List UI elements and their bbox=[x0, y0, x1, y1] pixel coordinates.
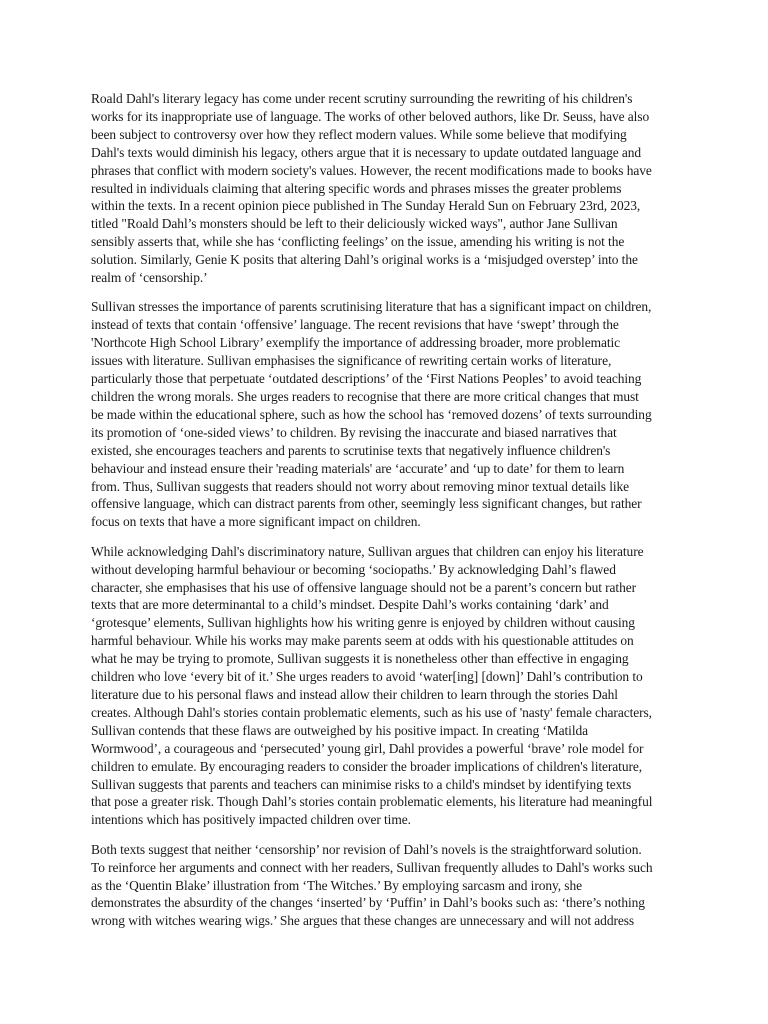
text-line: texts that are more determinantal to a child’s mindset. Despite Dahl’s works containing ‘dark’ and bbox=[91, 597, 609, 613]
text-line: works for its inappropriate use of language. The works of other beloved authors, like Dr. Seuss, have also bbox=[91, 108, 650, 124]
text-line: offensive language, which can distract parents from other, seemingly less significant changes, but rather bbox=[91, 496, 642, 512]
text-line: creates. Although Dahl's stories contain problematic elements, such as his use of 'nasty' female characters, bbox=[91, 704, 652, 720]
text-line: 'Northcote High School Library’ exemplify the importance of addressing broader, more problematic bbox=[91, 335, 621, 351]
paragraph-2 bbox=[91, 298, 679, 531]
text-line: what he may be trying to promote, Sullivan suggests it is nonetheless other than effective in engaging bbox=[91, 651, 629, 667]
text-line: demonstrates the absurdity of the changes ‘inserted’ by ‘Puffin’ in Dahl’s books such as: ‘there’s nothing bbox=[91, 895, 645, 911]
text-line: Both texts suggest that neither ‘censorship’ nor revision of Dahl’s novels is the straightforward solution. bbox=[91, 841, 642, 857]
text-line: without developing harmful behaviour or becoming ‘sociopaths.’ By acknowledging Dahl’s flawed bbox=[91, 561, 616, 577]
paragraph-4 bbox=[91, 841, 679, 931]
text-line: Sullivan contends that these flaws are outweighed by his positive impact. In creating ‘Matilda bbox=[91, 722, 589, 738]
text-line: its promotion of ‘one-sided views’ to children. By revising the inaccurate and biased narratives that bbox=[91, 424, 617, 440]
text-line: be made within the educational sphere, such as how the school has ‘removed dozens’ of texts surrounding bbox=[91, 406, 652, 422]
text-line: wrong with witches wearing wigs.’ She argues that these changes are unnecessary and will not address bbox=[91, 913, 635, 929]
text-line: children the wrong morals. She urges readers to recognise that there are more critical changes that must bbox=[91, 389, 639, 404]
text-line: phrases that conflict with modern society's values. However, the recent modifications made to books have bbox=[91, 162, 652, 178]
text-line: To reinforce her arguments and connect with her readers, Sullivan frequently alludes to Dahl's works such bbox=[91, 859, 653, 875]
text-line: Sullivan stresses the importance of parents scrutinising literature that has a significant impact on children, bbox=[91, 299, 652, 315]
paragraph-3 bbox=[91, 543, 679, 830]
text-line: Roald Dahl's literary legacy has come under recent scrutiny surrounding the rewriting of his children's bbox=[91, 91, 633, 106]
text-line: that pose a greater risk. Though Dahl’s stories contain problematic elements, his literature had meaningful bbox=[91, 794, 653, 810]
text-line: ‘grotesque’ elements, Sullivan highlights how his writing genre is enjoyed by children without causing bbox=[91, 615, 635, 631]
text-line: sensibly asserts that, while she has ‘conflicting feelings’ on the issue, amending his writing is not the bbox=[91, 234, 625, 250]
text-line: While acknowledging Dahl's discriminatory nature, Sullivan argues that children can enjoy his literature bbox=[91, 543, 644, 559]
text-line: character, she emphasises that his use of offensive language should not be a parent’s concern but rather bbox=[91, 579, 636, 595]
text-line: instead of texts that contain ‘offensive’ language. The recent revisions that have ‘swept’ through the bbox=[91, 317, 619, 333]
text-line: from. Thus, Sullivan suggests that readers should not worry about removing minor textual details like bbox=[91, 478, 630, 494]
text-line: particularly those that perpetuate ‘outdated descriptions’ of the ‘First Nations Peoples’ to avoid teaching bbox=[91, 371, 642, 387]
text-line: as the ‘Quentin Blake’ illustration from ‘The Witches.’ By employing sarcasm and irony, she bbox=[91, 877, 582, 893]
text-line: issues with literature. Sullivan emphasises the significance of rewriting certain works of literature, bbox=[91, 353, 612, 369]
document-body bbox=[91, 90, 679, 942]
text-line: literature due to his personal flaws and instead allow their children to learn through the stories Dahl bbox=[91, 687, 618, 702]
text-line: titled "Roald Dahl’s monsters should be left to their deliciously wicked ways", author Jane Sullivan bbox=[91, 216, 618, 232]
text-line: existed, she encourages teachers and parents to scrutinise texts that negatively influence children's bbox=[91, 442, 611, 458]
paragraph-1 bbox=[91, 90, 679, 287]
text-line: Dahl's texts would diminish his legacy, others argue that it is necessary to update outdated language and bbox=[91, 144, 642, 160]
text-line: children to emulate. By encouraging readers to consider the broader implications of children's literature, bbox=[91, 758, 643, 774]
text-line: solution. Similarly, Genie K posits that altering Dahl’s original works is a ‘misjudged overstep’ into the bbox=[91, 252, 638, 268]
text-line: Sullivan suggests that parents and teachers can minimise risks to a child's mindset by identifying texts bbox=[91, 776, 632, 792]
text-line: been subject to controversy over how they reflect modern values. While some believe that modifying bbox=[91, 126, 627, 142]
text-line: harmful behaviour. While his works may make parents seem at odds with his questionable attitudes on bbox=[91, 633, 634, 649]
text-line: resulted in individuals claiming that altering specific words and phrases misses the greater problems bbox=[91, 180, 622, 196]
text-line: focus on texts that have a more significant impact on children. bbox=[91, 514, 421, 530]
text-line: children who love ‘every bit of it.’ She urges readers to avoid ‘water[ing] [down]’ Dahl’s contribution to bbox=[91, 669, 643, 685]
text-line: Wormwood’, a courageous and ‘persecuted’ young girl, Dahl provides a powerful ‘brave’ role model for bbox=[91, 740, 644, 756]
text-line: realm of ‘censorship.’ bbox=[91, 270, 208, 286]
text-line: within the texts. In a recent opinion piece published in The Sunday Herald Sun on February 23rd, 2023, bbox=[91, 198, 641, 214]
text-line: behaviour and instead ensure their 'reading materials' are ‘accurate’ and ‘up to date’ for them to learn bbox=[91, 460, 625, 476]
text-line: intentions which has positively impacted children over time. bbox=[91, 812, 411, 828]
